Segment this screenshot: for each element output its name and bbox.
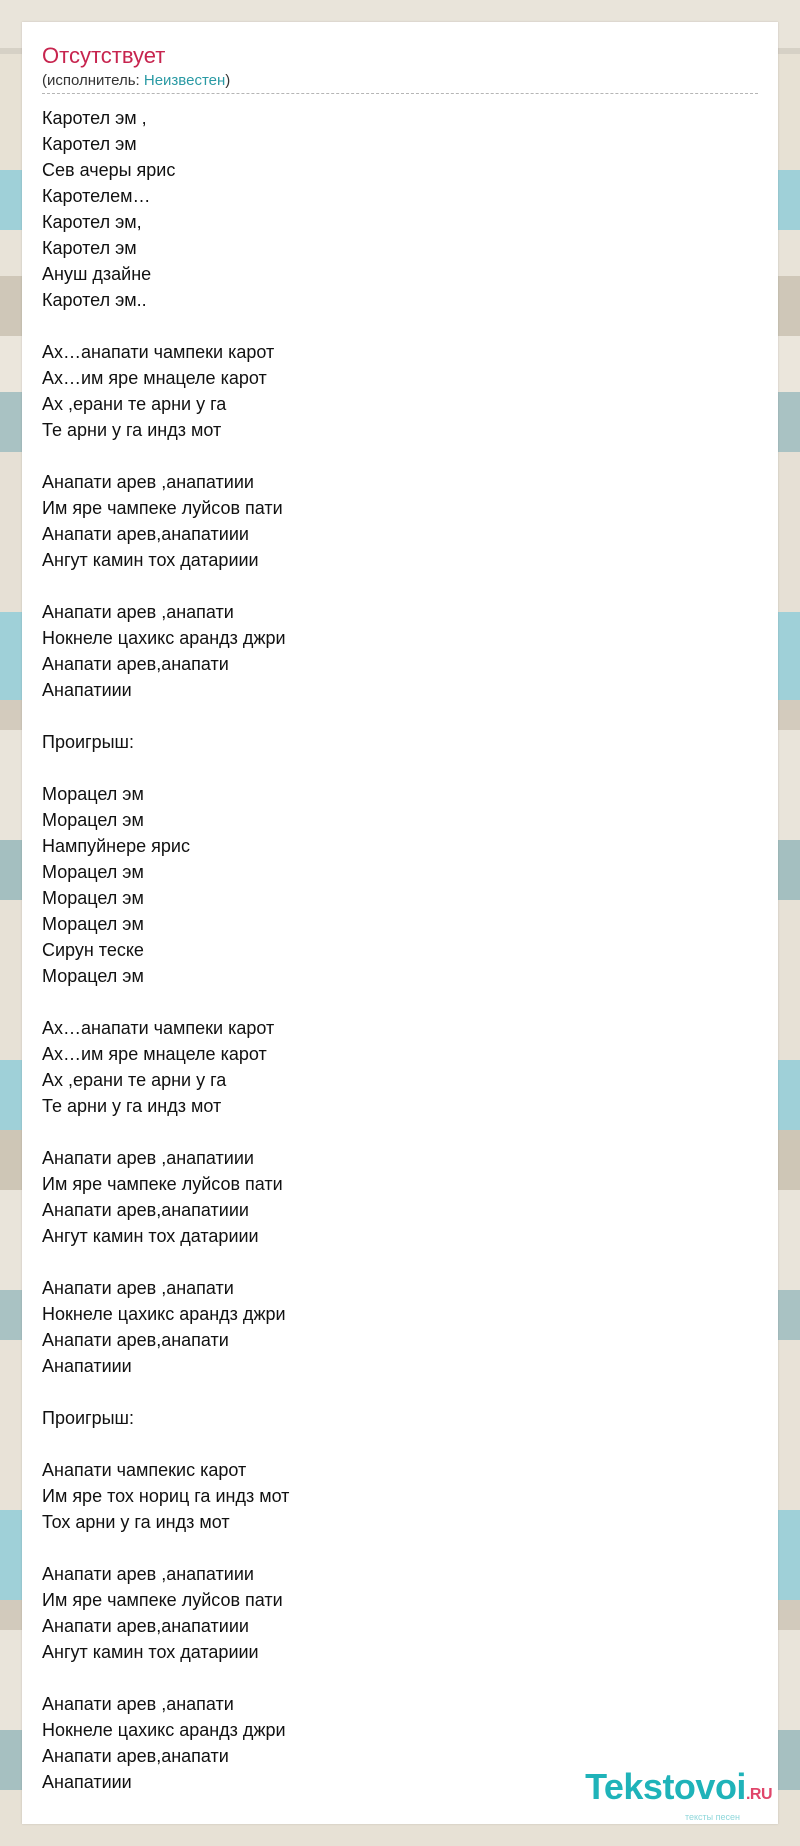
lyric-line: Анапати арев,анапатиии [42,1616,249,1636]
lyric-line: Морацел эм [42,784,144,804]
lyric-line: Морацел эм [42,914,144,934]
lyrics-card [22,22,778,1824]
lyric-blank-line [42,313,742,339]
artist-suffix: ) [225,72,231,89]
lyric-line: Им яре чампеке луйсов пати [42,498,283,518]
lyric-line: Нампуйнере ярис [42,836,190,856]
lyric-line: Тох арни у га индз мот [42,1512,230,1532]
lyric-line: Ануш дзайне [42,264,152,284]
artist-link[interactable]: Неизвестен [143,72,226,89]
lyric-line: Каротел эм [42,238,137,258]
song-title: Отсутствует [42,43,166,68]
lyric-line: Анапати арев ,анапатиии [42,1564,254,1584]
lyric-line: Каротелем… [42,186,151,206]
lyric-line: Анапати арев ,анапатиии [42,1148,254,1168]
song-header [42,42,758,94]
lyric-line: Каротел эм.. [42,290,147,310]
logo-tld: .RU [745,1786,772,1803]
lyric-blank-line [42,755,742,781]
lyric-line: Анапати чампекис карот [42,1460,247,1480]
lyric-line: Каротел эм [42,134,137,154]
lyric-line: Анапати арев,анапатиии [42,1200,249,1220]
lyric-line: Сев ачеры ярис [42,160,176,180]
lyric-line: Им яре чампеке луйсов пати [42,1174,283,1194]
lyric-line: Им яре чампеке луйсов пати [42,1590,283,1610]
lyric-line: Морацел эм [42,966,144,986]
logo-wordmark [585,1768,772,1814]
lyric-blank-line [42,443,742,469]
lyric-line: Анапатиии [42,1356,132,1376]
lyric-line: Нокнеле цахикс арандз джри [42,1720,286,1740]
logo-name: Tekstovoi [585,1766,746,1807]
lyric-blank-line [42,1665,742,1691]
lyric-line: Им яре тох нориц га индз мот [42,1486,290,1506]
lyrics-body [42,105,742,1795]
lyric-line: Морацел эм [42,888,144,908]
lyric-line: Ангут камин тох датариии [42,1642,259,1662]
lyric-line: Ах ,ерани те арни у га [42,394,227,414]
lyric-line: Анапати арев,анапати [42,1746,229,1766]
lyric-line: Нокнеле цахикс арандз джри [42,628,286,648]
lyric-line: Те арни у га индз мот [42,1096,222,1116]
lyric-line: Ангут камин тох датариии [42,1226,259,1246]
lyric-line: Ах…анапати чампеки карот [42,342,275,362]
lyric-line: Морацел эм [42,862,144,882]
logo-tagline: тексты песен [684,1812,740,1822]
lyric-line: Ах ,ерани те арни у га [42,1070,227,1090]
lyric-line: Анапати арев,анапати [42,1330,229,1350]
lyric-line: Каротел эм , [42,108,147,128]
lyric-blank-line [42,1379,742,1405]
lyric-line: Ангут камин тох датариии [42,550,259,570]
artist-line [42,71,758,94]
lyric-line: Анапати арев,анапати [42,654,229,674]
lyric-blank-line [42,573,742,599]
lyric-line: Те арни у га индз мот [42,420,222,440]
lyric-line: Ах…им яре мнацеле карот [42,368,267,388]
lyric-line: Каротел эм, [42,212,142,232]
artist-prefix: (исполнитель: [42,72,144,89]
lyric-line: Ах…им яре мнацеле карот [42,1044,267,1064]
lyric-line: Анапатиии [42,1772,132,1792]
lyric-line: Анапати арев ,анапати [42,1278,234,1298]
lyric-blank-line [42,1249,742,1275]
lyric-blank-line [42,1119,742,1145]
lyric-line: Нокнеле цахикс арандз джри [42,1304,286,1324]
lyric-line: Анапати арев ,анапатиии [42,472,254,492]
lyric-line: Сирун теске [42,940,144,960]
lyric-blank-line [42,703,742,729]
lyric-line: Проигрыш: [42,1408,134,1428]
lyric-line: Анапати арев,анапатиии [42,524,249,544]
lyric-line: Ах…анапати чампеки карот [42,1018,275,1038]
lyric-line: Анапатиии [42,680,132,700]
lyric-line: Анапати арев ,анапати [42,602,234,622]
lyric-line: Проигрыш: [42,732,134,752]
lyric-line: Морацел эм [42,810,144,830]
lyric-blank-line [42,1431,742,1457]
lyric-line: Анапати арев ,анапати [42,1694,234,1714]
lyric-blank-line [42,1535,742,1561]
lyric-blank-line [42,989,742,1015]
site-logo[interactable] [585,1768,772,1822]
